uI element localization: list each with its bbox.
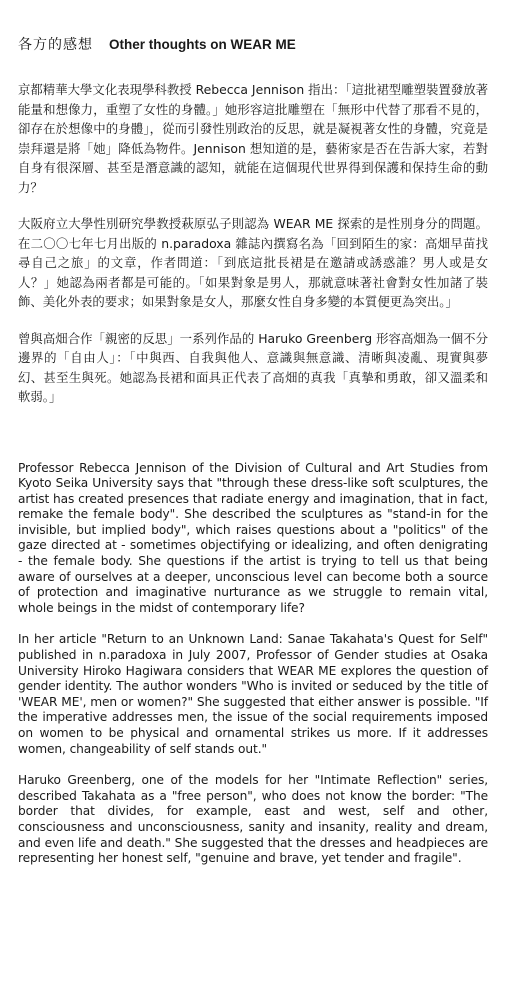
english-text-block — [18, 461, 488, 867]
english-paragraph-jennison: Professor Rebecca Jennison of the Division of Cultural and Art Studies from Kyoto Seika University says that "through these dress-like soft sculptures, the artist has created presences that radiate energy and imagination, that in fact, remake the female body". She described the sculptures as "stand-in for the invisible, but implied body", which raises questions about a "politics" of the gaze directed at - sometimes objectifying or idealizing, and often denigrating - the female body. She questions if the artist is trying to tell us that being aware of ourselves at a deeper, unconscious level can become both a source of protection and imaginative nurturance as we struggle to remain vital, whole beings in the midst of contemporary life? — [18, 460, 488, 615]
english-paragraph-hagiwara: In her article "Return to an Unknown Land: Sanae Takahata's Quest for Self" published in n.paradoxa in July 2007, Professor of Gender studies at Osaka University Hiroko Hagiwara considers that WEAR ME explores the question of gender identity. The author wonders "Who is invited or seduced by the title of 'WEAR ME', men or women?" She suggested that either answer is possible. "If the imperative addresses men, the issue of the social requirements imposed on women to be physical and ornamental strikes us more. If it addresses women, changeability of self stands out." — [18, 632, 488, 756]
heading-english: Other thoughts on WEAR ME — [109, 37, 296, 52]
chinese-paragraph-hagiwara: 大阪府立大學性別研究學教授萩原弘子則認為 WEAR ME 探索的是性別身分的問題。在二〇〇七年七月出版的 n.paradoxa 雜誌內撰寫名為「回到陌生的家：高畑早苗找尋自己之旅」的文章，作者問道：「到底這批長裙是在邀請或誘惑誰？男人或是女人？」她認為兩者都是可能的。「如果對象是男人，那就意味著社會對女性加諸了裝飾、美化外表的要求；如果對象是女人，那麼女性自身多變的本質便更為突出。」 — [18, 216, 488, 309]
chinese-paragraph-greenberg: 曾與高畑合作「親密的反思」一系列作品的 Haruko Greenberg 形容高畑為一個不分邊界的「自由人」：「中與西、自我與他人、意識與無意識、清晰與凌亂、現實與夢幻、甚至生與死。她認為長裙和面具正代表了高畑的真我「真摯和勇敢，卻又溫柔和軟弱。」 — [18, 330, 488, 404]
section-heading — [18, 34, 488, 56]
english-paragraph-greenberg: Haruko Greenberg, one of the models for her "Intimate Reflection" series, described Takahata as a "free person", who does not know the border: "The border that divides, for example, east and west, self and other, consciousness and unconsciousness, sanity and insanity, reality and dream, and even life and death." She suggested that the dresses and headpieces are representing her honest self, "genuine and brave, yet tender and fragile". — [18, 773, 488, 866]
chinese-paragraph-jennison: 京都精華大學文化表現學科教授 Rebecca Jennison 指出：「這批裙型雕塑裝置發放著能量和想像力，重塑了女性的身體。」她形容這批雕塑在「無形中代替了那看不見的，卻存在於想像中的身體」，從而引發性別政治的反思，就是凝視著女性的身體，究竟是崇拜還是將「她」降低為物件。Jennison 想知道的是，藝術家是否在告訴大家，若對自身有很深層、甚至是潛意識的認知，就能在這個現代世界得到保護和保持生命的動力？ — [18, 82, 488, 195]
document-page — [18, 34, 488, 883]
heading-chinese: 各方的感想 — [18, 37, 93, 53]
chinese-text-block — [18, 80, 488, 407]
